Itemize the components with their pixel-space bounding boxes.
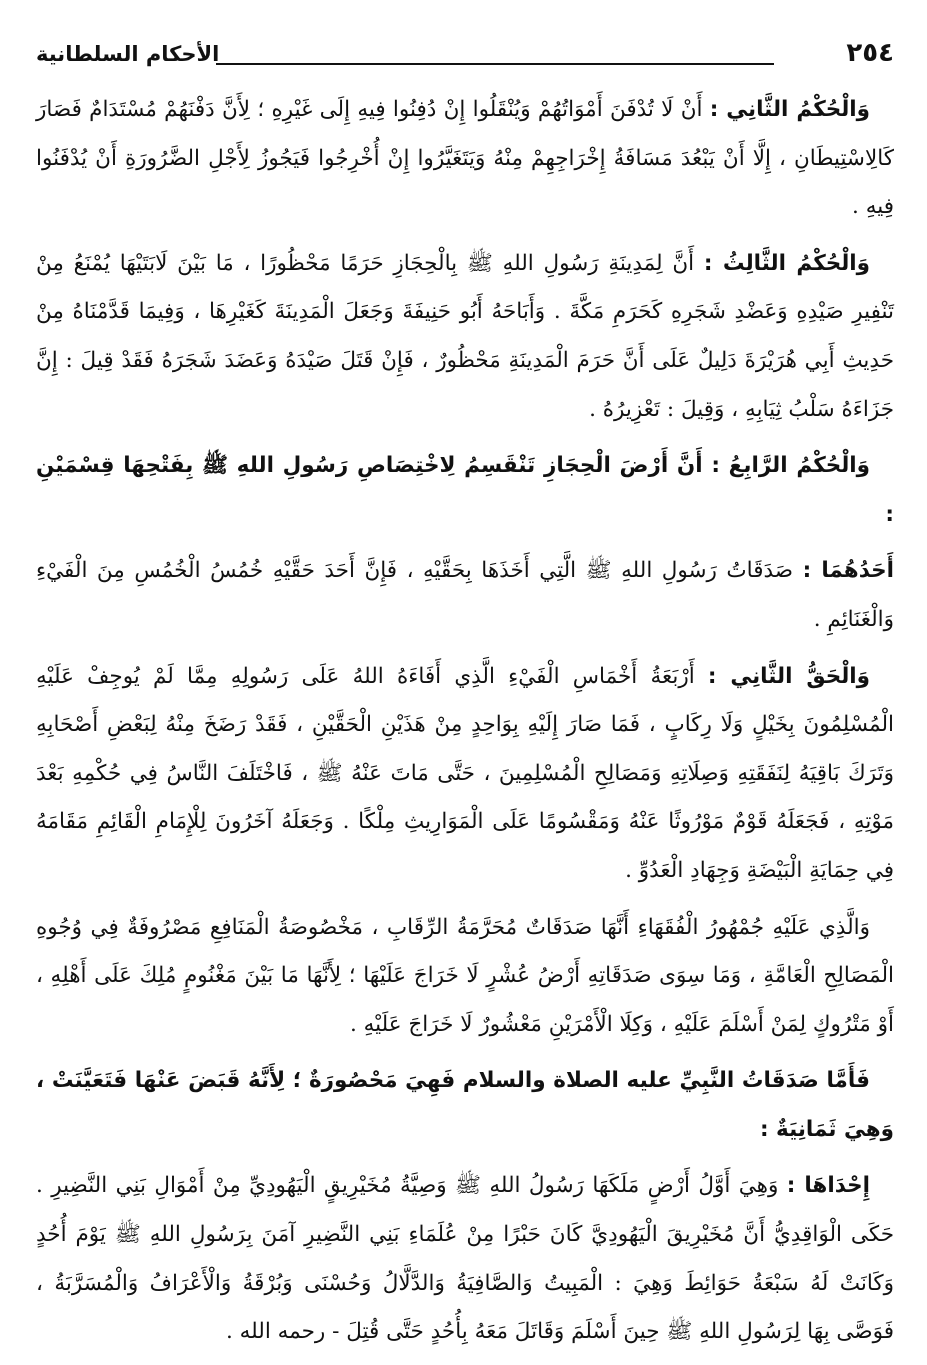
paragraph-heading: وَالْحُكْمُ الثَّالِثُ :: [703, 250, 871, 276]
header-rule: [216, 63, 774, 65]
paragraph-text: فَأَمَّا صَدَقَاتُ النَّبِيِّ عليه الصلاة والسلام فَهِيَ مَحْصُورَةٌ ؛ لِأَنَّهُ قَبَضَ عَنْهَا فَتَعَيَّنَتْ ، وَهِيَ ثَمَانِيَةٌ :: [36, 1068, 894, 1142]
page-body: [36, 86, 894, 1365]
paragraph-ruling-two: [36, 86, 894, 232]
paragraph-heading: وَالْحُكْمُ الثَّانِي :: [709, 97, 871, 122]
paragraph-ruling-three: [36, 240, 894, 434]
paragraph-second-right: [36, 653, 894, 896]
paragraph-text: أَنْ لَا تُدْفَنَ أَمْوَاتُهُمْ وَيُنْقَلُوا إِنْ دُفِنُوا فِيهِ إِلَى غَيْرِهِ ؛ لِأَنَّ دَفْنَهُمْ مُسْتَدَامٌ فَصَارَ كَالِاسْتِيطَانِ ، إِلَّا أَنْ يَبْعُدَ مَسَافَةُ إِخْرَاجِهِمْ مِنْهُ وَيَتَغَيَّرُوا إِنْ أُخْرِجُوا فَيَجُوزُ لِأَجْلِ الضَّرُورَةِ أَنْ يُدْفَنُوا فِيهِ .: [36, 97, 894, 220]
paragraph-text: أَرْبَعَةُ أَخْمَاسِ الْفَيْءِ الَّذِي أَفَاءَهُ اللهُ عَلَى رَسُولِهِ مِمَّا لَمْ يُوجِفْ عَلَيْهِ الْمُسْلِمُونَ بِخَيْلٍ وَلَا رِكَابٍ ، فَمَا صَارَ إِلَيْهِ بِوَاحِدٍ مِنْ هَذَيْنِ الْحَقَّيْنِ ، فَقَدْ رَضَخَ مِنْهُ لِبَعْضِ أَصْحَابِهِ وَتَرَكَ بَاقِيَهُ لِنَفَقَتِهِ وَصِلَاتِهِ وَمَصَالِحِ الْمُسْلِمِينَ ، حَتَّى مَاتَ عَنْهُ ﷺ ، فَاخْتَلَفَ النَّاسُ فِي حُكْمِهِ بَعْدَ مَوْتِهِ ، فَجَعَلَهُ قَوْمٌ مَوْرُوثًا عَنْهُ وَمَقْسُومًا عَلَى الْمَوَارِيثِ مِلْكًا . وَجَعَلَهُ آخَرُونَ لِلْإِمَامِ الْقَائِمِ مَقَامَهُ فِي حِمَايَةِ الْبَيْضَةِ وَجِهَادِ الْعَدُوِّ .: [36, 663, 894, 883]
paragraph-ruling-four: [36, 442, 894, 539]
paragraph-prophet-endowments: [36, 1057, 894, 1154]
paragraph-heading: وَالْحُكْمُ الرَّابِعُ :: [711, 453, 871, 479]
paragraph-first-part: [36, 547, 894, 644]
paragraph-text: أَنَّ لِمَدِينَةِ رَسُولِ اللهِ ﷺ بِالْحِجَازِ حَرَمًا مَحْظُورًا ، مَا بَيْنَ لَابَتَيْهَا يُمْنَعُ مِنْ تَنْفِيرِ صَيْدِهِ وَعَضْدِ شَجَرِهِ كَحَرَمِ مَكَّةَ . وَأَبَاحَهُ أَبُو حَنِيفَةَ وَجَعَلَ الْمَدِينَةَ كَغَيْرِهَا ، وَفِيمَا قَدَّمْنَاهُ مِنْ حَدِيثِ أَبِي هُرَيْرَةَ دَلِيلٌ عَلَى أَنَّ حَرَمَ الْمَدِينَةِ مَحْظُورٌ ، فَإِنْ قَتَلَ صَيْدَهُ وَعَضَدَ شَجَرَهُ فَقَدْ قِيلَ : إِنَّ جَزَاءَهُ سَلْبُ ثِيَابِهِ ، وَقِيلَ : تَعْزِيرُهُ .: [36, 250, 894, 422]
paragraph-text: صَدَقَاتُ رَسُولِ اللهِ ﷺ الَّتِي أَخَذَهَا بِحَقَّيْهِ ، فَإِنَّ أَحَدَ حَقَّيْهِ خُمُسُ الْخُمُسِ مِنَ الْفَيْءِ وَالْغَنَائِمِ .: [36, 558, 894, 632]
paragraph-text: أَنَّ أَرْضَ الْحِجَازِ تَنْقَسِمُ لِاخْتِصَاصِ رَسُولِ اللهِ ﷺ بِفَتْحِهَا قِسْمَيْنِ :: [36, 453, 894, 527]
paragraph-heading: وَالْحَقُّ الثَّانِي :: [707, 663, 870, 689]
paragraph-first-endowment: [36, 1162, 894, 1356]
paragraph-text: وَهِيَ أَوَّلُ أَرْضٍ مَلَكَهَا رَسُولُ اللهِ ﷺ وَصِيَّةُ مُخَيْرِيقٍ الْيَهُودِيِّ مِنْ أَمْوَالِ بَنِي النَّضِيرِ . حَكَى الْوَاقِدِيُّ أَنَّ مُخَيْرِيقَ الْيَهُودِيَّ كَانَ حَبْرًا مِنْ عُلَمَاءِ بَنِي النَّضِيرِ آمَنَ بِرَسُولِ اللهِ ﷺ يَوْمَ أُحُدٍ وَكَانَتْ لَهُ سَبْعَةُ حَوَائِطَ وَهِيَ : الْمَبِيتُ وَالصَّافِيَةُ وَالدَّلَّالُ وَحُسْنَى وَبُرْقَةُ وَالْأَعْرَافُ وَالْمُسَرَّبَةُ ، فَوَصَّى بِهَا لِرَسُولِ اللهِ ﷺ حِينَ أَسْلَمَ وَقَاتَلَ مَعَهُ بِأُحُدٍ حَتَّى قُتِلَ - رحمه الله .: [36, 1173, 894, 1345]
paragraph-majority-view: [36, 904, 894, 1050]
page-header: [36, 38, 894, 78]
paragraph-heading: إِحْدَاهَا :: [786, 1173, 870, 1199]
paragraph-text: وَالَّذِي عَلَيْهِ جُمْهُورُ الْفُقَهَاءِ أَنَّهَا صَدَقَاتٌ مُحَرَّمَةُ الرِّقَابِ ، مَخْصُوصَةُ الْمَنَافِعِ مَصْرُوفَةٌ فِي وُجُوهِ الْمَصَالِحِ الْعَامَّةِ ، وَمَا سِوَى صَدَقَاتِهِ أَرْضُ عُشْرٍ لَا خَرَاجَ عَلَيْهَا ؛ لِأَنَّهَا مَا بَيْنَ مَغْنُومٍ مُلِكَ عَلَى أَهْلِهِ ، أَوْ مَتْرُوكٍ لِمَنْ أَسْلَمَ عَلَيْهِ ، وَكِلَا الْأَمْرَيْنِ مَعْشُورٌ لَا خَرَاجَ عَلَيْهِ .: [36, 914, 894, 1037]
running-title: الأحكام السلطانية: [36, 42, 220, 66]
paragraph-heading: أَحَدُهُمَا :: [802, 558, 894, 584]
page-number: ٢٥٤: [846, 38, 894, 68]
